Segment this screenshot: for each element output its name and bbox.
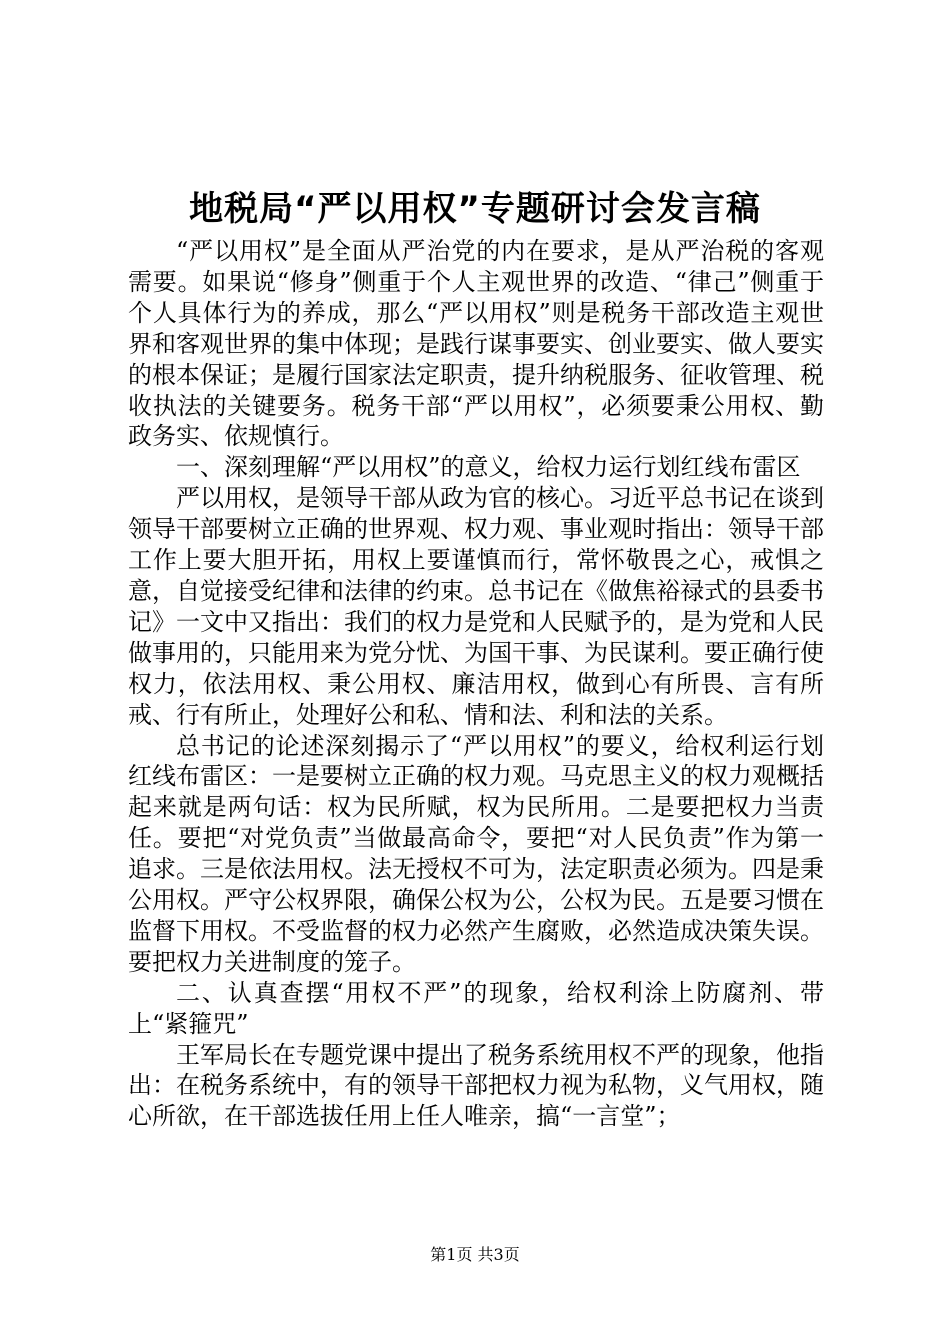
document-body bbox=[128, 236, 824, 1132]
paragraph-section-1-a: 严以用权，是领导干部从政为官的核心。习近平总书记在谈到领导干部要树立正确的世界观、权力观、事业观时指出：领导干部工作上要大胆开拓，用权上要谨慎而行，常怀敬畏之心，戒惧之意，自觉接受纪律和法律的约束。总书记在《做焦裕禄式的县委书记》一文中又指出：我们的权力是党和人民赋予的，是为党和人民做事用的，只能用来为党分忧、为国干事、为民谋利。要正确行使权力，依法用权、秉公用权、廉洁用权，做到心有所畏、言有所戒、行有所止，处理好公和私、情和法、利和法的关系。 bbox=[128, 484, 824, 729]
page-number-footer: 第1页 共3页 bbox=[430, 1245, 520, 1264]
document-title: 地税局“严以用权”专题研讨会发言稿 bbox=[189, 189, 761, 229]
paragraph-section-1-b: 总书记的论述深刻揭示了“严以用权”的要义，给权利运行划红线布雷区：一是要树立正确的权力观。马克思主义的权力观概括起来就是两句话：权为民所赋，权为民所用。二是要把权力当责任。要把“对党负责”当做最高命令，要把“对人民负责”作为第一追求。三是依法用权。法无授权不可为，法定职责必须为。四是秉公用权。严守公权界限，确保公权为公，公权为民。五是要习惯在监督下用权。不受监督的权力必然产生腐败，必然造成决策失误。要把权力关进制度的笼子。 bbox=[128, 731, 824, 976]
paragraph-intro: “严以用权”是全面从严治党的内在要求，是从严治税的客观需要。如果说“修身”侧重于个人主观世界的改造、“律己”侧重于个人具体行为的养成，那么“严以用权”则是税务干部改造主观世界和客观世界的集中体现；是践行谋事要实、创业要实、做人要实的根本保证；是履行国家法定职责，提升纳税服务、征收管理、税收执法的关键要务。税务干部“严以用权”，必须要秉公用权、勤政务实、依规慎行。 bbox=[128, 237, 824, 451]
section-heading-2: 二、认真查摆“用权不严”的现象，给权利涂上防腐剂、带上“紧箍咒” bbox=[128, 978, 824, 1038]
paragraph-section-2-a: 王军局长在专题党课中提出了税务系统用权不严的现象，他指出：在税务系统中，有的领导干部把权力视为私物，义气用权，随心所欲，在干部选拔任用上任人唯亲，搞“一言堂”； bbox=[128, 1040, 824, 1131]
section-heading-1: 一、深刻理解“严以用权”的意义，给权力运行划红线布雷区 bbox=[176, 453, 801, 482]
